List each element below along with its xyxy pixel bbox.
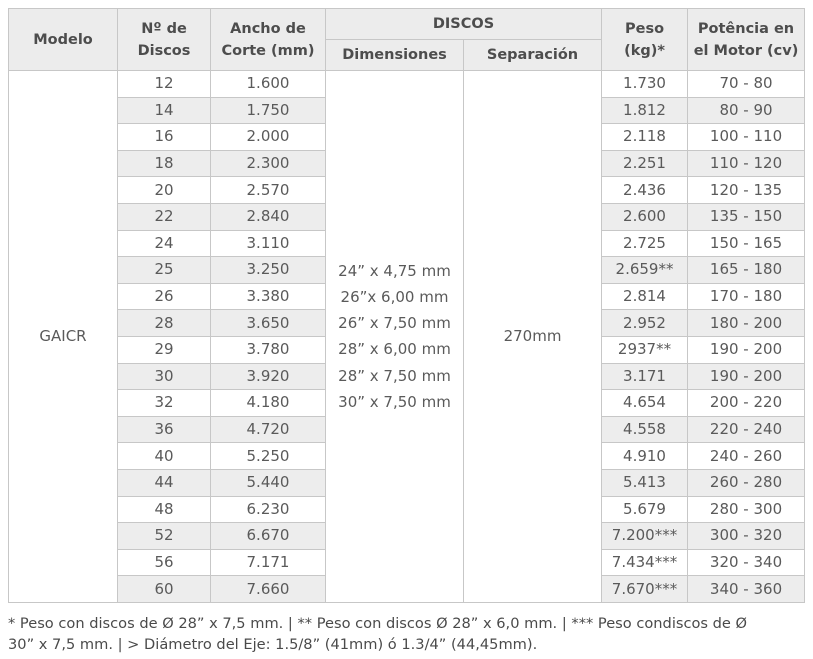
peso-cell: 4.654 xyxy=(602,390,688,417)
peso-cell: 2.436 xyxy=(602,177,688,204)
ancho-cell: 7.660 xyxy=(211,576,326,603)
peso-cell: 7.670*** xyxy=(602,576,688,603)
ancho-cell: 3.650 xyxy=(211,310,326,337)
ancho-cell: 3.920 xyxy=(211,363,326,390)
dimension-item: 26”x 6,00 mm xyxy=(340,287,449,306)
potencia-cell: 135 - 150 xyxy=(688,203,805,230)
ancho-cell: 2.840 xyxy=(211,203,326,230)
num-discos-cell: 18 xyxy=(118,150,211,177)
num-discos-cell: 12 xyxy=(118,71,211,98)
dimension-item: 24” x 4,75 mm xyxy=(338,261,451,280)
potencia-cell: 150 - 165 xyxy=(688,230,805,257)
potencia-cell: 190 - 200 xyxy=(688,336,805,363)
dimension-item: 30” x 7,50 mm xyxy=(338,393,451,412)
potencia-cell: 320 - 340 xyxy=(688,549,805,576)
num-discos-cell: 36 xyxy=(118,416,211,443)
table-row xyxy=(9,71,805,98)
num-discos-cell: 30 xyxy=(118,363,211,390)
dimension-item: 28” x 7,50 mm xyxy=(338,366,451,385)
footnote-line: * Peso con discos de Ø 28” x 7,5 mm. | ** Peso con discos Ø 28” x 6,0 mm. | *** Peso condiscos de Ø xyxy=(8,615,748,632)
num-discos-cell: 24 xyxy=(118,230,211,257)
peso-cell: 4.558 xyxy=(602,416,688,443)
ancho-cell: 4.180 xyxy=(211,390,326,417)
peso-cell: 7.434*** xyxy=(602,549,688,576)
num-discos-cell: 14 xyxy=(118,97,211,124)
ancho-cell: 2.000 xyxy=(211,124,326,151)
peso-cell: 3.171 xyxy=(602,363,688,390)
ancho-cell: 4.720 xyxy=(211,416,326,443)
ancho-cell: 2.570 xyxy=(211,177,326,204)
num-discos-cell: 56 xyxy=(118,549,211,576)
num-discos-cell: 29 xyxy=(118,336,211,363)
num-discos-cell: 44 xyxy=(118,469,211,496)
potencia-cell: 190 - 200 xyxy=(688,363,805,390)
peso-cell: 5.413 xyxy=(602,469,688,496)
peso-cell: 5.679 xyxy=(602,496,688,523)
potencia-cell: 180 - 200 xyxy=(688,310,805,337)
separacion-cell: 270mm xyxy=(464,71,602,603)
potencia-cell: 280 - 300 xyxy=(688,496,805,523)
num-discos-cell: 26 xyxy=(118,283,211,310)
num-discos-cell: 16 xyxy=(118,124,211,151)
peso-cell: 1.730 xyxy=(602,71,688,98)
ancho-cell: 3.250 xyxy=(211,257,326,284)
specs-table-wrapper xyxy=(8,8,805,603)
ancho-cell: 6.230 xyxy=(211,496,326,523)
num-discos-cell: 40 xyxy=(118,443,211,470)
peso-cell: 2.725 xyxy=(602,230,688,257)
ancho-cell: 5.440 xyxy=(211,469,326,496)
ancho-cell: 1.600 xyxy=(211,71,326,98)
header-potencia: Potência en el Motor (cv) xyxy=(688,9,805,71)
peso-cell: 2.952 xyxy=(602,310,688,337)
modelo-cell: GAICR xyxy=(9,71,118,603)
num-discos-cell: 20 xyxy=(118,177,211,204)
peso-cell: 2.600 xyxy=(602,203,688,230)
peso-cell: 2.659** xyxy=(602,257,688,284)
dimension-item: 26” x 7,50 mm xyxy=(338,314,451,333)
peso-cell: 4.910 xyxy=(602,443,688,470)
table-header xyxy=(9,9,805,71)
potencia-cell: 200 - 220 xyxy=(688,390,805,417)
ancho-cell: 7.171 xyxy=(211,549,326,576)
header-separacion: Separación xyxy=(464,40,602,71)
dimensiones-cell xyxy=(326,71,464,603)
potencia-cell: 120 - 135 xyxy=(688,177,805,204)
num-discos-cell: 25 xyxy=(118,257,211,284)
num-discos-cell: 48 xyxy=(118,496,211,523)
potencia-cell: 110 - 120 xyxy=(688,150,805,177)
specs-table xyxy=(8,8,805,603)
ancho-cell: 2.300 xyxy=(211,150,326,177)
num-discos-cell: 32 xyxy=(118,390,211,417)
num-discos-cell: 52 xyxy=(118,523,211,550)
header-ancho: Ancho de Corte (mm) xyxy=(211,9,326,71)
num-discos-cell: 22 xyxy=(118,203,211,230)
potencia-cell: 220 - 240 xyxy=(688,416,805,443)
header-modelo: Modelo xyxy=(9,9,118,71)
peso-cell: 7.200*** xyxy=(602,523,688,550)
table-body xyxy=(9,71,805,603)
potencia-cell: 100 - 110 xyxy=(688,124,805,151)
footnote-line: 30” x 7,5 mm. | > Diámetro del Eje: 1.5/8” (41mm) ó 1.3/4” (44,45mm). xyxy=(8,636,538,653)
ancho-cell: 3.780 xyxy=(211,336,326,363)
potencia-cell: 80 - 90 xyxy=(688,97,805,124)
ancho-cell: 3.110 xyxy=(211,230,326,257)
header-discos: DISCOS xyxy=(326,9,602,40)
num-discos-cell: 28 xyxy=(118,310,211,337)
header-dimensiones: Dimensiones xyxy=(326,40,464,71)
num-discos-cell: 60 xyxy=(118,576,211,603)
potencia-cell: 70 - 80 xyxy=(688,71,805,98)
potencia-cell: 165 - 180 xyxy=(688,257,805,284)
potencia-cell: 240 - 260 xyxy=(688,443,805,470)
header-num-discos: Nº de Discos xyxy=(118,9,211,71)
potencia-cell: 260 - 280 xyxy=(688,469,805,496)
peso-cell: 2.814 xyxy=(602,283,688,310)
header-peso: Peso (kg)* xyxy=(602,9,688,71)
footnote xyxy=(8,613,808,655)
peso-cell: 1.812 xyxy=(602,97,688,124)
ancho-cell: 1.750 xyxy=(211,97,326,124)
potencia-cell: 170 - 180 xyxy=(688,283,805,310)
ancho-cell: 3.380 xyxy=(211,283,326,310)
peso-cell: 2.118 xyxy=(602,124,688,151)
peso-cell: 2.251 xyxy=(602,150,688,177)
ancho-cell: 6.670 xyxy=(211,523,326,550)
ancho-cell: 5.250 xyxy=(211,443,326,470)
peso-cell: 2937** xyxy=(602,336,688,363)
potencia-cell: 340 - 360 xyxy=(688,576,805,603)
dimension-item: 28” x 6,00 mm xyxy=(338,340,451,359)
potencia-cell: 300 - 320 xyxy=(688,523,805,550)
